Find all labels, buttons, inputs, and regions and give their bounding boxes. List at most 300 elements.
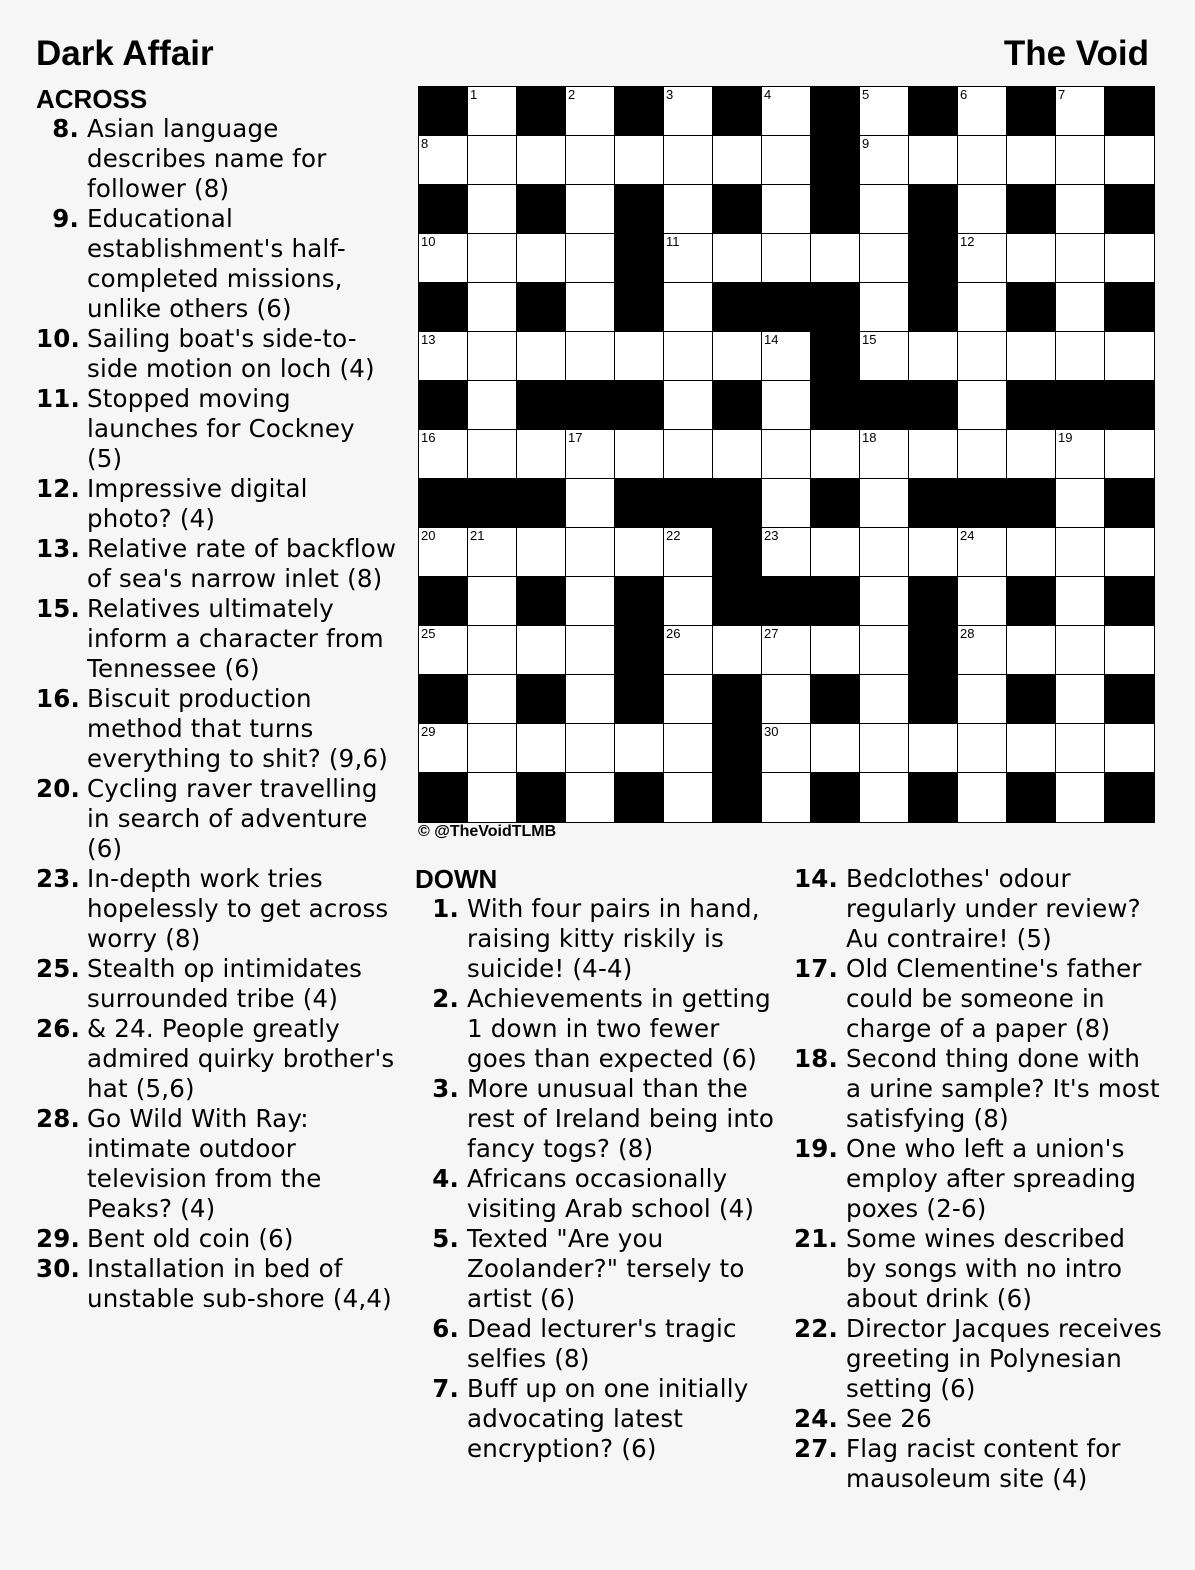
clue-item — [415, 984, 777, 1074]
black-square — [615, 87, 664, 136]
grid-cell[interactable] — [713, 136, 762, 185]
grid-cell[interactable] — [958, 773, 1007, 822]
clue-number: 23. — [36, 864, 81, 893]
grid-cell[interactable] — [762, 381, 811, 430]
black-square — [1007, 381, 1056, 430]
grid-cell[interactable] — [860, 675, 909, 724]
black-square — [419, 381, 468, 430]
black-square — [1105, 283, 1154, 332]
clue-text: One who left a union's employ after spreading poxes (2-6) — [846, 1134, 1137, 1223]
grid-cell[interactable] — [762, 185, 811, 234]
grid-cell[interactable] — [1007, 332, 1056, 381]
grid-cell[interactable] — [1056, 675, 1105, 724]
grid-cell[interactable] — [566, 430, 615, 479]
black-square — [713, 773, 762, 822]
grid-cell[interactable] — [664, 577, 713, 626]
grid-cell[interactable] — [860, 577, 909, 626]
grid-cell[interactable] — [1007, 626, 1056, 675]
clue-text: Relative rate of backflow of sea's narrow inlet (8) — [87, 534, 397, 593]
grid-cell[interactable] — [811, 626, 860, 675]
black-square — [811, 332, 860, 381]
grid-cell[interactable] — [468, 430, 517, 479]
grid-cell[interactable] — [468, 626, 517, 675]
cell-number: 25 — [421, 626, 436, 641]
grid-cell[interactable] — [664, 626, 713, 675]
grid-cell[interactable] — [615, 430, 664, 479]
clue-text: In-depth work tries hopelessly to get across worry (8) — [87, 864, 389, 953]
clue-text: Flag racist content for mausoleum site (4) — [846, 1434, 1121, 1493]
grid-cell[interactable] — [419, 626, 468, 675]
grid-cell[interactable] — [664, 381, 713, 430]
cell-number: 28 — [960, 626, 975, 641]
clue-number: 24. — [793, 1404, 838, 1433]
clue-item — [36, 204, 398, 324]
grid-cell[interactable] — [860, 479, 909, 528]
clue-item — [36, 324, 398, 384]
clue-text: Some wines described by songs with no intro about drink (6) — [846, 1224, 1126, 1313]
grid-cell[interactable] — [1007, 528, 1056, 577]
grid-cell[interactable] — [468, 185, 517, 234]
clue-number: 5. — [432, 1224, 459, 1253]
clue-number: 2. — [432, 984, 459, 1013]
down-heading: DOWN — [415, 864, 498, 894]
black-square — [419, 185, 468, 234]
grid-cell[interactable] — [860, 528, 909, 577]
clue-number: 18. — [793, 1044, 838, 1073]
grid-cell[interactable] — [958, 724, 1007, 773]
black-square — [811, 773, 860, 822]
grid-cell[interactable] — [909, 528, 958, 577]
grid-cell[interactable] — [1105, 430, 1154, 479]
grid-cell[interactable] — [1056, 479, 1105, 528]
clue-item — [36, 774, 398, 864]
grid-cell[interactable] — [860, 136, 909, 185]
clue-item — [36, 954, 398, 1014]
grid-cell[interactable] — [860, 626, 909, 675]
black-square — [517, 87, 566, 136]
grid-cell[interactable] — [713, 332, 762, 381]
clue-text: Director Jacques receives greeting in Polynesian setting (6) — [846, 1314, 1162, 1403]
black-square — [909, 87, 958, 136]
grid-cell[interactable] — [958, 675, 1007, 724]
crossword-grid — [418, 86, 1155, 823]
grid-cell[interactable] — [713, 626, 762, 675]
black-square — [909, 283, 958, 332]
black-square — [713, 479, 762, 528]
grid-cell[interactable] — [762, 724, 811, 773]
grid-cell[interactable] — [860, 430, 909, 479]
clue-text: Africans occasionally visiting Arab school (4) — [467, 1164, 755, 1223]
grid-cell[interactable] — [958, 430, 1007, 479]
clue-text: More unusual than the rest of Ireland being into fancy togs? (8) — [467, 1074, 775, 1163]
grid-cell[interactable] — [566, 136, 615, 185]
grid-cell[interactable] — [1007, 234, 1056, 283]
grid-cell[interactable] — [958, 528, 1007, 577]
clue-item — [36, 864, 398, 954]
grid-cell[interactable] — [909, 724, 958, 773]
grid-cell[interactable] — [615, 724, 664, 773]
grid-cell[interactable] — [762, 332, 811, 381]
cell-number: 1 — [470, 87, 478, 102]
grid-cell[interactable] — [664, 332, 713, 381]
cell-number: 26 — [666, 626, 681, 641]
cell-number: 8 — [421, 136, 429, 151]
black-square — [713, 528, 762, 577]
clue-text: Achievements in getting 1 down in two fewer goes than expected (6) — [467, 984, 771, 1073]
grid-cell[interactable] — [909, 136, 958, 185]
grid-cell[interactable] — [468, 136, 517, 185]
grid-cell[interactable] — [762, 626, 811, 675]
grid-cell[interactable] — [958, 87, 1007, 136]
grid-cell[interactable] — [517, 626, 566, 675]
clue-item — [36, 474, 398, 534]
grid-cell[interactable] — [468, 675, 517, 724]
cell-number: 3 — [666, 87, 674, 102]
black-square — [909, 234, 958, 283]
grid-cell[interactable] — [1056, 430, 1105, 479]
grid-cell[interactable] — [958, 234, 1007, 283]
grid-cell[interactable] — [566, 675, 615, 724]
clue-number: 3. — [432, 1074, 459, 1103]
grid-cell[interactable] — [566, 773, 615, 822]
grid-cell[interactable] — [468, 528, 517, 577]
grid-cell[interactable] — [517, 430, 566, 479]
clue-number: 27. — [793, 1434, 838, 1463]
grid-cell[interactable] — [517, 136, 566, 185]
clue-text: Installation in bed of unstable sub-shore (4,4) — [87, 1254, 392, 1313]
cell-number: 17 — [568, 430, 583, 445]
cell-number: 7 — [1058, 87, 1066, 102]
grid-cell[interactable] — [664, 87, 713, 136]
grid-cell[interactable] — [566, 724, 615, 773]
clue-number: 17. — [793, 954, 838, 983]
grid-cell[interactable] — [664, 773, 713, 822]
cell-number: 2 — [568, 87, 576, 102]
clue-number: 9. — [52, 204, 79, 233]
clue-item — [36, 114, 398, 204]
clue-number: 8. — [52, 114, 79, 143]
grid-cell[interactable] — [664, 283, 713, 332]
grid-cell[interactable] — [1056, 136, 1105, 185]
grid-cell[interactable] — [664, 724, 713, 773]
clue-number: 25. — [36, 954, 81, 983]
cell-number: 12 — [960, 234, 975, 249]
grid-cell[interactable] — [419, 332, 468, 381]
grid-cell[interactable] — [517, 528, 566, 577]
grid-cell[interactable] — [1007, 724, 1056, 773]
clue-number: 20. — [36, 774, 81, 803]
clue-text: Cycling raver travelling in search of adventure (6) — [87, 774, 378, 863]
grid-cell[interactable] — [860, 87, 909, 136]
grid-cell[interactable] — [762, 675, 811, 724]
grid-cell[interactable] — [860, 234, 909, 283]
clue-item — [793, 1434, 1163, 1494]
black-square — [1007, 185, 1056, 234]
black-square — [811, 479, 860, 528]
grid-cell[interactable] — [1056, 87, 1105, 136]
grid-cell[interactable] — [615, 332, 664, 381]
grid-cell[interactable] — [811, 724, 860, 773]
cell-number: 24 — [960, 528, 975, 543]
grid-cell[interactable] — [566, 283, 615, 332]
clue-number: 19. — [793, 1134, 838, 1163]
across-heading: ACROSS — [36, 84, 148, 114]
black-square — [419, 87, 468, 136]
cell-number: 27 — [764, 626, 779, 641]
grid-cell[interactable] — [419, 724, 468, 773]
clue-item — [415, 894, 777, 984]
black-square — [811, 675, 860, 724]
black-square — [517, 577, 566, 626]
down-clue-list-col2 — [793, 864, 1163, 1494]
black-square — [566, 381, 615, 430]
grid-cell[interactable] — [1056, 773, 1105, 822]
grid-cell[interactable] — [468, 332, 517, 381]
black-square — [811, 185, 860, 234]
grid-cell[interactable] — [468, 283, 517, 332]
cell-number: 29 — [421, 724, 436, 739]
clue-text: With four pairs in hand, raising kitty riskily is suicide! (4-4) — [467, 894, 760, 983]
grid-cell[interactable] — [468, 234, 517, 283]
grid-cell[interactable] — [713, 234, 762, 283]
grid-cell[interactable] — [1105, 724, 1154, 773]
clue-text: Biscuit production method that turns everything to shit? (9,6) — [87, 684, 388, 773]
clue-number: 4. — [432, 1164, 459, 1193]
grid-cell[interactable] — [811, 234, 860, 283]
grid-cell[interactable] — [1056, 724, 1105, 773]
grid-cell[interactable] — [958, 185, 1007, 234]
clue-item — [36, 1014, 398, 1104]
clue-item — [415, 1224, 777, 1314]
grid-cell[interactable] — [762, 234, 811, 283]
grid-cell[interactable] — [566, 479, 615, 528]
grid-cell[interactable] — [468, 724, 517, 773]
grid-cell[interactable] — [1056, 234, 1105, 283]
clue-item — [36, 534, 398, 594]
grid-cell[interactable] — [860, 332, 909, 381]
black-square — [713, 87, 762, 136]
grid-cell[interactable] — [419, 528, 468, 577]
black-square — [615, 381, 664, 430]
grid-cell[interactable] — [762, 479, 811, 528]
grid-cell[interactable] — [1056, 528, 1105, 577]
black-square — [713, 283, 762, 332]
clue-item — [36, 1104, 398, 1224]
black-square — [1007, 773, 1056, 822]
clue-number: 6. — [432, 1314, 459, 1343]
black-square — [909, 479, 958, 528]
grid-cell[interactable] — [860, 283, 909, 332]
clue-number: 28. — [36, 1104, 81, 1133]
black-square — [909, 185, 958, 234]
clue-number: 22. — [793, 1314, 838, 1343]
clue-item — [793, 864, 1163, 954]
grid-cell[interactable] — [958, 381, 1007, 430]
black-square — [419, 577, 468, 626]
grid-cell[interactable] — [762, 136, 811, 185]
clue-item — [415, 1374, 777, 1464]
grid-cell[interactable] — [909, 430, 958, 479]
clue-number: 21. — [793, 1224, 838, 1253]
black-square — [615, 479, 664, 528]
grid-cell[interactable] — [566, 185, 615, 234]
black-square — [615, 577, 664, 626]
clue-item — [36, 1224, 398, 1254]
grid-cell[interactable] — [468, 577, 517, 626]
grid-cell[interactable] — [566, 234, 615, 283]
black-square — [517, 381, 566, 430]
grid-cell[interactable] — [1007, 136, 1056, 185]
black-square — [1105, 479, 1154, 528]
black-square — [1007, 675, 1056, 724]
cell-number: 6 — [960, 87, 968, 102]
black-square — [1056, 381, 1105, 430]
grid-cell[interactable] — [762, 430, 811, 479]
black-square — [909, 773, 958, 822]
black-square — [713, 185, 762, 234]
black-square — [811, 136, 860, 185]
black-square — [419, 479, 468, 528]
grid-cell[interactable] — [664, 528, 713, 577]
grid-cell[interactable] — [664, 430, 713, 479]
clue-item — [415, 1314, 777, 1374]
clue-text: & 24. People greatly admired quirky brother's hat (5,6) — [87, 1014, 395, 1103]
grid-cell[interactable] — [762, 87, 811, 136]
grid-cell[interactable] — [958, 626, 1007, 675]
grid-cell[interactable] — [958, 577, 1007, 626]
grid-cell[interactable] — [517, 332, 566, 381]
grid-cell[interactable] — [664, 234, 713, 283]
black-square — [762, 577, 811, 626]
black-square — [419, 773, 468, 822]
grid-cell[interactable] — [566, 626, 615, 675]
black-square — [762, 283, 811, 332]
grid-cell[interactable] — [566, 332, 615, 381]
grid-cell[interactable] — [811, 528, 860, 577]
clue-number: 15. — [36, 594, 81, 623]
black-square — [615, 675, 664, 724]
grid-cell[interactable] — [762, 773, 811, 822]
clue-number: 14. — [793, 864, 838, 893]
clue-number: 10. — [36, 324, 81, 353]
grid-cell[interactable] — [1056, 185, 1105, 234]
black-square — [713, 577, 762, 626]
black-square — [1007, 283, 1056, 332]
grid-cell[interactable] — [1056, 577, 1105, 626]
grid-cell[interactable] — [664, 675, 713, 724]
black-square — [1105, 577, 1154, 626]
clue-number: 29. — [36, 1224, 81, 1253]
grid-cell[interactable] — [517, 234, 566, 283]
clue-number: 26. — [36, 1014, 81, 1043]
black-square — [1105, 773, 1154, 822]
grid-cell[interactable] — [1007, 430, 1056, 479]
clue-number: 1. — [432, 894, 459, 923]
black-square — [664, 479, 713, 528]
cell-number: 19 — [1058, 430, 1073, 445]
grid-cell[interactable] — [517, 724, 566, 773]
grid-cell[interactable] — [860, 185, 909, 234]
black-square — [909, 626, 958, 675]
clue-text: Go Wild With Ray: intimate outdoor television from the Peaks? (4) — [87, 1104, 322, 1223]
grid-cell[interactable] — [1056, 332, 1105, 381]
clue-number: 7. — [432, 1374, 459, 1403]
clue-item — [36, 684, 398, 774]
grid-cell[interactable] — [1105, 626, 1154, 675]
grid-cell[interactable] — [664, 185, 713, 234]
grid-cell[interactable] — [1105, 332, 1154, 381]
clue-number: 30. — [36, 1254, 81, 1283]
black-square — [811, 577, 860, 626]
across-clue-list — [36, 114, 398, 1314]
clue-number: 12. — [36, 474, 81, 503]
grid-cell[interactable] — [958, 332, 1007, 381]
down-clue-list-col1 — [415, 894, 777, 1464]
grid-cell[interactable] — [1105, 234, 1154, 283]
grid-cell[interactable] — [468, 381, 517, 430]
cell-number: 15 — [862, 332, 877, 347]
grid-cell[interactable] — [811, 430, 860, 479]
grid-cell[interactable] — [615, 136, 664, 185]
grid-cell[interactable] — [713, 430, 762, 479]
grid-cell[interactable] — [1105, 528, 1154, 577]
black-square — [468, 479, 517, 528]
cell-number: 13 — [421, 332, 436, 347]
grid-cell[interactable] — [958, 283, 1007, 332]
grid-cell[interactable] — [664, 136, 713, 185]
clue-text: Asian language describes name for follower (8) — [87, 114, 327, 203]
grid-cell[interactable] — [566, 577, 615, 626]
grid-cell[interactable] — [468, 87, 517, 136]
puzzle-title: Dark Affair — [36, 34, 214, 73]
clue-text: Impressive digital photo? (4) — [87, 474, 308, 533]
clue-item — [793, 1224, 1163, 1314]
grid-cell[interactable] — [419, 430, 468, 479]
black-square — [811, 381, 860, 430]
grid-cell[interactable] — [615, 528, 664, 577]
grid-cell[interactable] — [958, 136, 1007, 185]
clue-text: Buff up on one initially advocating latest encryption? (6) — [467, 1374, 749, 1463]
clue-item — [793, 1134, 1163, 1224]
grid-cell[interactable] — [762, 528, 811, 577]
clue-text: Sailing boat's side-to-side motion on loch (4) — [87, 324, 375, 383]
black-square — [615, 773, 664, 822]
grid-cell[interactable] — [419, 136, 468, 185]
clue-text: Dead lecturer's tragic selfies (8) — [467, 1314, 737, 1373]
grid-cell[interactable] — [566, 528, 615, 577]
black-square — [958, 479, 1007, 528]
grid-cell[interactable] — [1105, 136, 1154, 185]
clue-item — [36, 1254, 398, 1314]
grid-cell[interactable] — [1056, 626, 1105, 675]
cell-number: 18 — [862, 430, 877, 445]
grid-cell[interactable] — [860, 724, 909, 773]
black-square — [517, 773, 566, 822]
grid-cell[interactable] — [566, 87, 615, 136]
cell-number: 4 — [764, 87, 772, 102]
black-square — [909, 577, 958, 626]
black-square — [1007, 479, 1056, 528]
cell-number: 23 — [764, 528, 779, 543]
grid-cell[interactable] — [419, 234, 468, 283]
clue-item — [415, 1074, 777, 1164]
clue-text: Bedclothes' odour regularly under review? Au contraire! (5) — [846, 864, 1141, 953]
grid-cell[interactable] — [909, 332, 958, 381]
clue-text: Texted "Are you Zoolander?" tersely to artist (6) — [467, 1224, 745, 1313]
grid-cell[interactable] — [1056, 283, 1105, 332]
grid-cell[interactable] — [860, 773, 909, 822]
grid-cell[interactable] — [468, 773, 517, 822]
